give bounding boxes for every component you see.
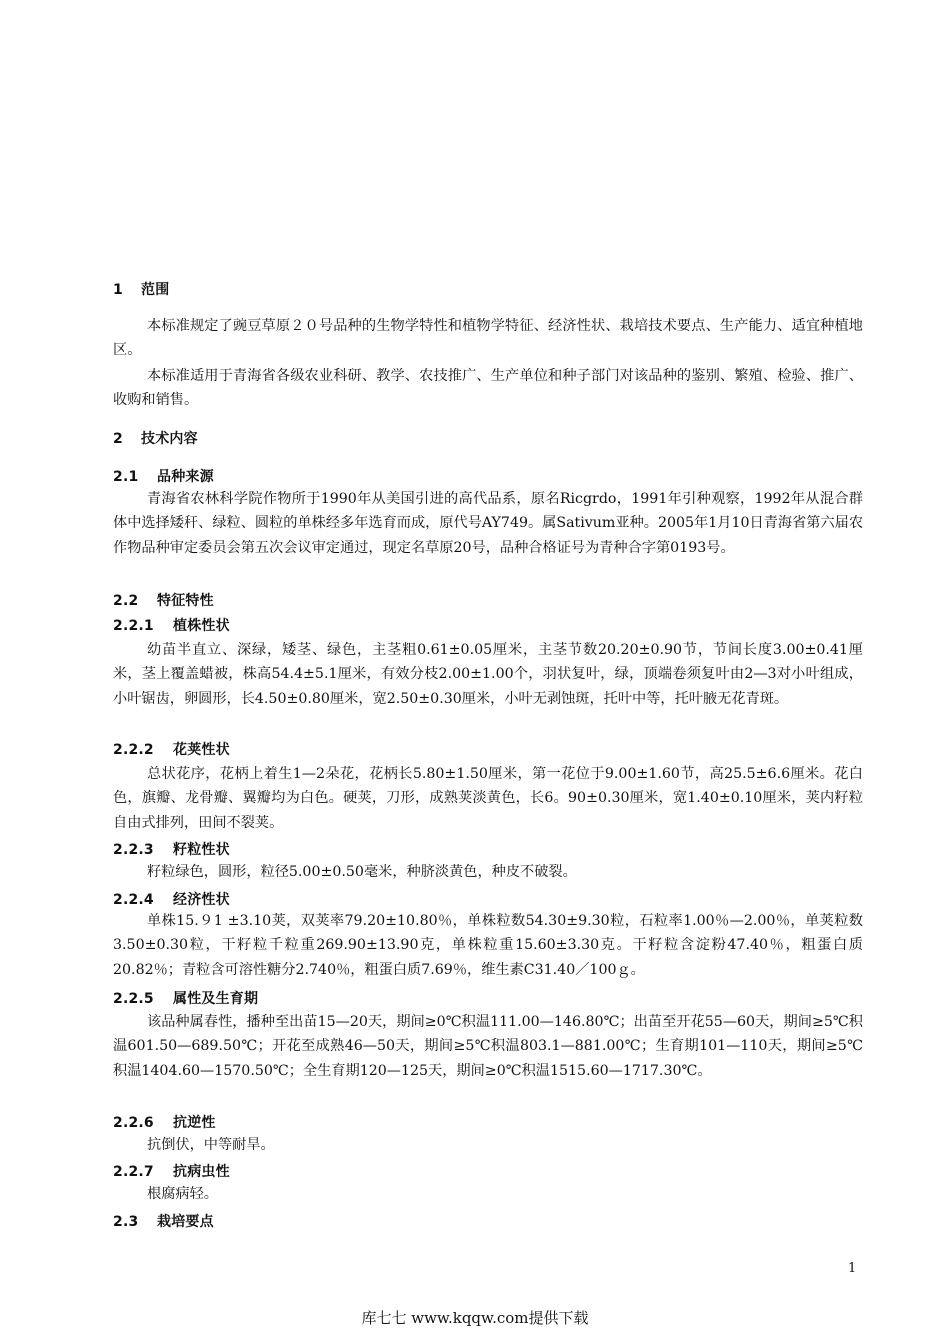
scope-paragraph-2: 本标准适用于青海省各级农业科研、教学、农技推广、生产单位和种子部门对该品种的鉴别、繁殖、检验、推广、收购和销售。 — [113, 368, 863, 409]
section-heading-2-2-2: 2.2.2 花荚性状 — [113, 742, 230, 758]
scope-paragraph-1: 本标准规定了豌豆草原２０号品种的生物学特性和植物学特征、经济性状、栽培技术要点、生产能力、适宜种植地区。 — [113, 318, 863, 359]
disease-resistance-paragraph: 根腐病轻。 — [147, 1186, 218, 1202]
section-heading-2-2-5: 2.2.5 属性及生育期 — [113, 991, 259, 1007]
page-number: 1 — [848, 1261, 857, 1276]
stress-resistance-paragraph: 抗倒伏，中等耐旱。 — [147, 1137, 275, 1153]
plant-traits-paragraph: 幼苗半直立、深绿，矮茎、绿色，主茎粗0.61±0.05厘米，主茎节数20.20±0.90节，节间长度3.00±0.41厘米，茎上覆盖蜡被，株高54.4±5.1厘米，有效分枝2.00±1.00个，羽状复叶，绿，顶端卷须复叶由2—3对小叶组成，小叶锯齿，卵圆形，长4.50±0.80厘米，宽2.50±0.30厘米，小叶无剥蚀斑，托叶中等，托叶腋无花青斑。 — [113, 642, 863, 707]
growth-period-paragraph: 该品种属春性，播种至出苗15—20天，期间≥0℃积温111.00—146.80℃；出苗至开花55—60天，期间≥5℃积温601.50—689.50℃；开花至成熟46—50天，期间≥5℃积温803.1—881.00℃；生育期101—110天，期间≥5℃积温1404.60—1570.50℃；全生育期120—125天，期间≥0℃积温1515.60—1717.30℃。 — [113, 1014, 863, 1079]
economic-traits-paragraph: 单株15.９1 ±3.10荚，双荚率79.20±10.80％，单株粒数54.30±9.30粒，石粒率1.00％—2.00％，单荚粒数3.50±0.30粒，干籽粒千粒重269.90±13.90克，单株粒重15.60±3.30克。干籽粒含淀粉47.40％，粗蛋白质20.82％；青粒含可溶性糖分2.740％，粗蛋白质7.69％，维生素C31.40／100ｇ。 — [113, 913, 863, 978]
section-heading-2-2-4: 2.2.4 经济性状 — [113, 892, 230, 908]
flower-pod-paragraph: 总状花序，花柄上着生1—2朵花，花柄长5.80±1.50厘米，第一花位于9.00±1.60节，高25.5±6.6厘米。花白色，旗瓣、龙骨瓣、翼瓣均为白色。硬荚，刀形，成熟荚淡黄色，长6。90±0.30厘米，宽1.40±0.10厘米，荚内籽粒自由式排列，田间不裂荚。 — [113, 766, 863, 831]
section-heading-2-2-7: 2.2.7 抗病虫性 — [113, 1164, 230, 1180]
variety-origin-paragraph: 青海省农林科学院作物所于1990年从美国引进的高代品系，原名Ricgrdo，1991年引种观察，1992年从混合群体中选择矮秆、绿粒、圆粒的单株经多年选育而成，原代号AY749。属Sativum亚种。2005年1月10日青海省第六届农作物品种审定委员会第五次会议审定通过，现定名草原20号，品种合格证号为青种合字第0193号。 — [113, 491, 864, 556]
download-footer: 库七七 www.kqqw.com提供下载 — [361, 1309, 589, 1327]
section-heading-2-2-3: 2.2.3 籽粒性状 — [113, 842, 230, 858]
section-heading-2-3: 2.3 栽培要点 — [113, 1214, 214, 1230]
section-heading-2-2-1: 2.2.1 植株性状 — [113, 618, 230, 634]
section-heading-1: 1 范围 — [113, 282, 170, 298]
section-heading-2-1: 2.1 品种来源 — [113, 469, 214, 485]
section-heading-2: 2 技术内容 — [113, 431, 198, 447]
seed-traits-paragraph: 籽粒绿色，圆形，粒径5.00±0.50毫米，种脐淡黄色，种皮不破裂。 — [147, 864, 577, 880]
section-heading-2-2-6: 2.2.6 抗逆性 — [113, 1115, 216, 1131]
section-heading-2-2: 2.2 特征特性 — [113, 593, 214, 609]
